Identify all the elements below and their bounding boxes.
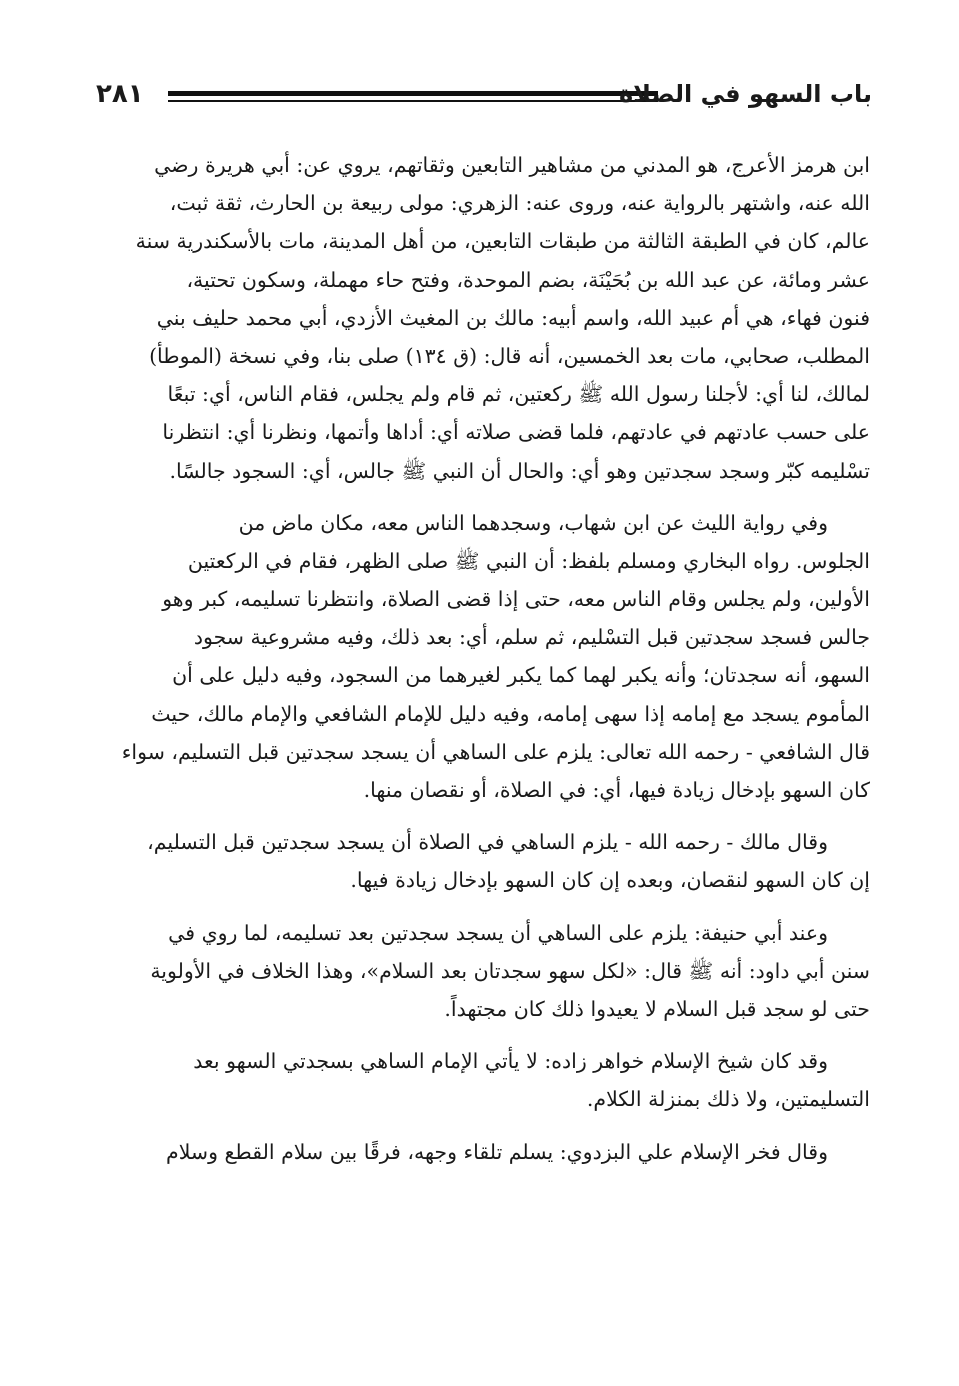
text-line: فنون فهاء، هي أم عبيد الله، واسم أبيه: مالك بن المغيث الأزدي، أبي محمد حليف بني: [156, 305, 870, 330]
text-line: عشر ومائة، عن عبد الله بن بُحَيْنَة، بضم الموحدة، وفتح حاء مهملة، وسكون تحتية،: [186, 267, 870, 292]
text-line: المأموم يسجد مع إمامه إذا سهى إمامه، وفيه دليل للإمام الشافعي والإمام مالك، حيث: [151, 701, 870, 726]
text-line: المطلب، صحابي، مات بعد الخمسين، أنه قال: (ق ١٣٤) صلى بنا، وفي نسخة (الموطأ): [149, 343, 870, 368]
text-line: وعند أبي حنيفة: يلزم على الساهي أن يسجد سجدتين بعد تسليمه، لما روي في: [168, 920, 828, 945]
header-rule-thin: [168, 100, 658, 102]
text-line: تسْليمه كبّر وسجد سجدتين وهو أي: والحال أن النبي ﷺ جالس، أي: السجود جالسًا.: [169, 458, 870, 483]
text-line: الأولين، ولم يجلس وقام الناس معه، حتى إذا قضى الصلاة، وانتظرنا تسليمه، كبر وهو: [162, 587, 870, 612]
paragraph-5: [100, 1042, 870, 1118]
text-line: حتى لو سجد قبل السلام لا يعيدوا ذلك كان مجتهداً.: [444, 996, 870, 1021]
text-line: لمالك، لنا أي: لأجلنا رسول الله ﷺ ركعتين، ثم قام ولم يجلس، فقام الناس، أي: تبعًا: [167, 382, 870, 407]
text-line: عالم، كان في الطبقة الثالثة من طبقات التابعين، من أهل المدينة، مات بالأسكندرية سنة: [135, 229, 870, 254]
text-line: الله عنه، واشتهر بالرواية عنه، وروى عنه: الزهري: مولى ربيعة بن الحارث، ثقة ثبت،: [169, 191, 870, 216]
text-line: كان السهو بإدخال زيادة فيها، أي: في الصلاة، أو نقصان منها.: [363, 778, 870, 802]
text-line: على حسب عادتهم في عادتهم، فلما قضى صلاته أي: أداها وأتمها، ونظرنا أي: انتظرنا: [162, 420, 870, 445]
text-line: التسليمتين، ولا ذلك بمنزلة الكلام.: [586, 1087, 870, 1112]
page-number: ٢٨١: [96, 79, 144, 109]
paragraph-2: [100, 504, 870, 810]
text-line: سنن أبي داود: أنه ﷺ قال: «لكل سهو سجدتان بعد السلام»، وهذا الخلاف في الأولوية: [150, 958, 870, 983]
text-line: ابن هرمز الأعرج، هو المدني من مشاهير التابعين وثقاتهم، يروي عن: أبي هريرة رضي: [154, 153, 870, 177]
text-line: وفي رواية الليث عن ابن شهاب، وسجدهما الناس معه، مكان ماض من: [238, 510, 828, 535]
header-rule: [168, 91, 658, 96]
text-line: السهو، أنه سجدتان؛ وأنه يكبر لهما كما يكبر لغيرهما من السجود، وفيه دليل على أن: [172, 663, 870, 688]
text-line: الجلوس. رواه البخاري ومسلم بلفظ: أن النبي ﷺ صلى الظهر، فقام في الركعتين: [187, 548, 870, 573]
paragraph-3: [100, 823, 870, 899]
text-line: وقد كان شيخ الإسلام خواهر زاده: لا يأتي الإمام الساهي بسجدتي السهو بعد: [193, 1049, 828, 1074]
paragraph-1: [100, 146, 870, 490]
text-line: قال الشافعي - رحمه الله تعالى: يلزم على الساهي أن يسجد سجدتين قبل التسليم، سواء: [121, 739, 870, 764]
text-line: وقال فخر الإسلام علي البزدوي: يسلم تلقاء وجهه، فرقًا بين سلام القطع وسلام: [166, 1139, 828, 1164]
chapter-title: باب السهو في الصلاة: [618, 80, 872, 108]
body-text: [100, 146, 870, 1185]
paragraph-4: [100, 914, 870, 1029]
text-line: وقال مالك - رحمه الله - يلزم الساهي في الصلاة أن يسجد سجدتين قبل التسليم،: [147, 830, 828, 855]
paragraph-6: [100, 1133, 870, 1171]
text-line: جالس فسجد سجدتين قبل التسْليم، ثم سلم، أي: بعد ذلك، وفيه مشروعية سجود: [193, 625, 870, 650]
text-line: إن كان السهو لنقصان، وبعده إن كان السهو بإدخال زيادة فيها.: [350, 868, 870, 893]
page-header: [96, 74, 872, 118]
